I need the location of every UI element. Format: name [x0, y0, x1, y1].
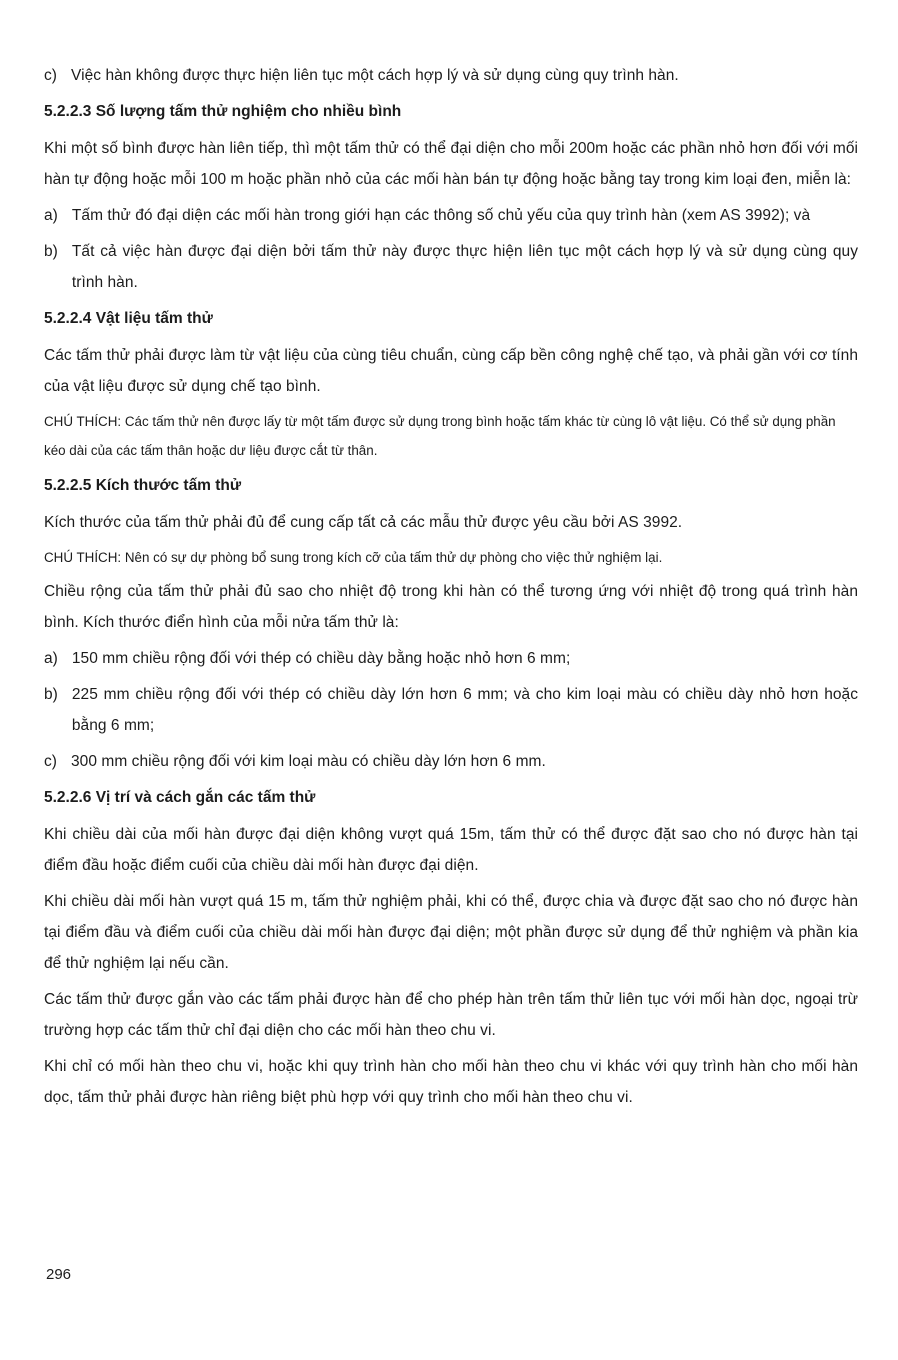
section-heading-5-2-2-3: 5.2.2.3 Số lượng tấm thử nghiệm cho nhiều bình	[44, 103, 402, 120]
paragraph-weld-length-over-15m: Khi chiều dài mối hàn vượt quá 15 m, tấm thử nghiệm phải, khi có thể, được chia và được đặt sao cho nó được hàn tại điểm đầu và điểm cuối của chiều dài mối hàn được đại diện; một phần được sử dụng để thử nghiệm và phần kia để thử nghiệm lại nếu cần.	[44, 893, 858, 972]
list-item-text: 300 mm chiều rộng đối với kim loại màu có chiều dày lớn hơn 6 mm.	[71, 753, 546, 770]
list-item-text: Tất cả việc hàn được đại diện bởi tấm thử này được thực hiện liên tục một cách hợp lý và sử dụng cùng quy trình hàn.	[71, 243, 858, 291]
list-marker: a)	[44, 207, 58, 224]
list-item-a-test-plate-represents	[44, 200, 858, 231]
list-item-text: Tấm thử đó đại diện các mối hàn trong giới hạn các thông số chủ yếu của quy trình hàn (xem AS 3992); và	[71, 207, 811, 224]
list-marker: a)	[44, 650, 58, 667]
section-heading-5-2-2-4: 5.2.2.4 Vật liệu tấm thử	[44, 310, 213, 327]
list-marker: c)	[44, 753, 58, 770]
paragraph-multiple-vessels: Khi một số bình được hàn liên tiếp, thì một tấm thử có thể đại diện cho mỗi 200m hoặc các phần nhỏ hơn đối với mối hàn tự động hoặc mỗi 100 m hoặc phần nhỏ của các mối hàn bán tự động hoặc bằng tay trong kim loại đen, miễn là:	[44, 140, 858, 188]
paragraph-circumferential-welds: Khi chỉ có mối hàn theo chu vi, hoặc khi quy trình hàn cho mối hàn theo chu vi khác với quy trình hàn cho mối hàn dọc, tấm thử phải được hàn riêng biệt phù hợp với quy trình cho mối hàn theo chu vi.	[44, 1058, 858, 1106]
paragraph-test-plate-material: Các tấm thử phải được làm từ vật liệu của cùng tiêu chuẩn, cùng cấp bền công nghệ chế tạo, và phải gần với cơ tính của vật liệu được sử dụng chế tạo bình.	[44, 347, 858, 395]
list-marker: c)	[44, 67, 58, 84]
section-heading-5-2-2-6: 5.2.2.6 Vị trí và cách gắn các tấm thử	[44, 789, 316, 806]
note-test-plate-material: CHÚ THÍCH: Các tấm thử nên được lấy từ một tấm được sử dụng trong bình hoặc tấm khác từ cùng lô vật liệu. Có thể sử dụng phần kéo dài của các tấm thân hoặc dư liệu được cắt từ thân.	[44, 414, 836, 458]
section-heading-5-2-2-5: 5.2.2.5 Kích thước tấm thử	[44, 477, 242, 494]
list-item-b-continuous-welding	[44, 236, 858, 298]
list-item-c-welding-continuity	[44, 60, 858, 91]
list-item-c-300mm	[44, 746, 858, 777]
page-number: 296	[46, 1266, 72, 1283]
list-marker: b)	[44, 686, 58, 703]
paragraph-attached-plates: Các tấm thử được gắn vào các tấm phải được hàn để cho phép hàn trên tấm thử liên tục với mối hàn dọc, ngoại trừ trường hợp các tấm thử chỉ đại diện cho các mối hàn theo chu vi.	[44, 991, 858, 1039]
list-item-a-150mm	[44, 643, 858, 674]
paragraph-test-plate-size: Kích thước của tấm thử phải đủ để cung cấp tất cả các mẫu thử được yêu cầu bởi AS 3992.	[44, 514, 683, 531]
paragraph-weld-length-under-15m: Khi chiều dài của mối hàn được đại diện không vượt quá 15m, tấm thử có thể được đặt sao cho nó được hàn tại điểm đầu hoặc điểm cuối của chiều dài mối hàn được đại diện.	[44, 826, 858, 874]
paragraph-plate-width: Chiều rộng của tấm thử phải đủ sao cho nhiệt độ trong khi hàn có thể tương ứng với nhiệt độ trong quá trình hàn bình. Kích thước điển hình của mỗi nửa tấm thử là:	[44, 583, 858, 631]
list-item-b-225mm	[44, 679, 858, 741]
list-item-text: Việc hàn không được thực hiện liên tục một cách hợp lý và sử dụng cùng quy trình hàn.	[71, 67, 679, 84]
list-item-text: 225 mm chiều rộng đối với thép có chiều dày lớn hơn 6 mm; và cho kim loại màu có chiều dày nhỏ hơn hoặc bằng 6 mm;	[71, 686, 858, 734]
document-page	[44, 60, 858, 1118]
note-spare-size: CHÚ THÍCH: Nên có sự dự phòng bổ sung trong kích cỡ của tấm thử dự phòng cho việc thử nghiệm lại.	[44, 550, 663, 565]
list-marker: b)	[44, 243, 58, 260]
list-item-text: 150 mm chiều rộng đối với thép có chiều dày bằng hoặc nhỏ hơn 6 mm;	[71, 650, 571, 667]
